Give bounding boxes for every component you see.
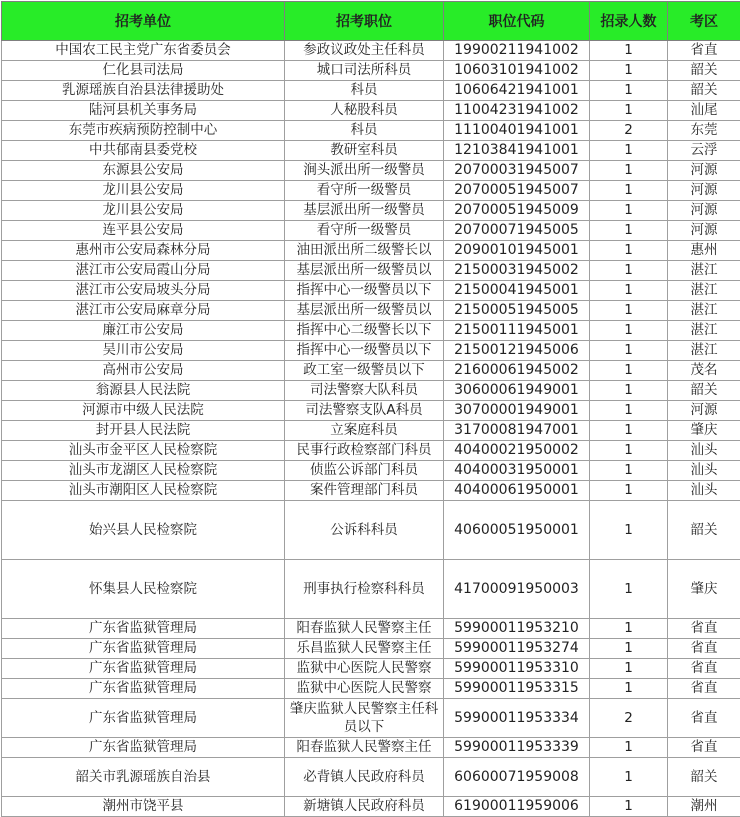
table-row [2, 41, 740, 61]
position-cell: 司法警察大队科员 [285, 381, 444, 401]
table-row [2, 361, 740, 381]
table-row [2, 401, 740, 421]
table-row [2, 758, 740, 797]
code-cell: 59900011953210 [444, 619, 590, 639]
unit-cell: 汕头市龙湖区人民检察院 [2, 461, 285, 481]
table-row [2, 381, 740, 401]
position-cell: 基层派出所一级警员以 [285, 301, 444, 321]
table-row [2, 341, 740, 361]
area-cell: 省直 [668, 699, 740, 738]
position-cell: 油田派出所二级警长以 [285, 241, 444, 261]
count-cell: 1 [590, 401, 668, 421]
table-row [2, 221, 740, 241]
code-cell: 20700071945005 [444, 221, 590, 241]
area-cell: 惠州 [668, 241, 740, 261]
position-cell: 指挥中心一级警员以下 [285, 341, 444, 361]
unit-cell: 廉江市公安局 [2, 321, 285, 341]
position-cell: 阳春监狱人民警察主任 [285, 738, 444, 758]
code-cell: 10603101941002 [444, 61, 590, 81]
area-cell: 潮州 [668, 797, 740, 817]
table-row [2, 501, 740, 560]
unit-cell: 乳源瑶族自治县法律援助处 [2, 81, 285, 101]
position-cell: 侦监公诉部门科员 [285, 461, 444, 481]
area-cell: 汕头 [668, 441, 740, 461]
code-cell: 40400021950002 [444, 441, 590, 461]
position-cell: 案件管理部门科员 [285, 481, 444, 501]
code-cell: 21500121945006 [444, 341, 590, 361]
code-cell: 30700001949001 [444, 401, 590, 421]
table-row [2, 281, 740, 301]
table-row [2, 321, 740, 341]
unit-cell: 吴川市公安局 [2, 341, 285, 361]
unit-cell: 始兴县人民检察院 [2, 501, 285, 560]
table-row [2, 261, 740, 281]
count-cell: 1 [590, 560, 668, 619]
header-unit: 招考单位 [2, 2, 285, 41]
count-cell: 1 [590, 261, 668, 281]
code-cell: 21500031945002 [444, 261, 590, 281]
count-cell: 1 [590, 441, 668, 461]
area-cell: 东莞 [668, 121, 740, 141]
code-cell: 20700031945007 [444, 161, 590, 181]
code-cell: 20900101945001 [444, 241, 590, 261]
position-cell: 涧头派出所一级警员 [285, 161, 444, 181]
code-cell: 21500111945001 [444, 321, 590, 341]
unit-cell: 怀集县人民检察院 [2, 560, 285, 619]
table-row [2, 461, 740, 481]
unit-cell: 广东省监狱管理局 [2, 699, 285, 738]
code-cell: 31700081947001 [444, 421, 590, 441]
code-cell: 61900011959006 [444, 797, 590, 817]
code-cell: 20700051945007 [444, 181, 590, 201]
area-cell: 汕尾 [668, 101, 740, 121]
position-cell: 指挥中心二级警长以下 [285, 321, 444, 341]
position-cell: 参政议政处主任科员 [285, 41, 444, 61]
area-cell: 肇庆 [668, 421, 740, 441]
count-cell: 1 [590, 797, 668, 817]
table-row [2, 181, 740, 201]
area-cell: 河源 [668, 181, 740, 201]
table-row [2, 699, 740, 738]
unit-cell: 东莞市疾病预防控制中心 [2, 121, 285, 141]
count-cell: 1 [590, 341, 668, 361]
table-row [2, 639, 740, 659]
table-row [2, 481, 740, 501]
recruitment-table [1, 1, 740, 817]
count-cell: 1 [590, 321, 668, 341]
code-cell: 11004231941002 [444, 101, 590, 121]
area-cell: 韶关 [668, 81, 740, 101]
unit-cell: 潮州市饶平县 [2, 797, 285, 817]
position-cell: 公诉科科员 [285, 501, 444, 560]
position-cell: 立案庭科员 [285, 421, 444, 441]
code-cell: 21500041945001 [444, 281, 590, 301]
count-cell: 1 [590, 619, 668, 639]
area-cell: 肇庆 [668, 560, 740, 619]
area-cell: 韶关 [668, 758, 740, 797]
unit-cell: 连平县公安局 [2, 221, 285, 241]
count-cell: 1 [590, 758, 668, 797]
code-cell: 19900211941002 [444, 41, 590, 61]
position-cell: 科员 [285, 121, 444, 141]
unit-cell: 汕头市潮阳区人民检察院 [2, 481, 285, 501]
count-cell: 1 [590, 41, 668, 61]
header-code: 职位代码 [444, 2, 590, 41]
position-cell: 监狱中心医院人民警察 [285, 679, 444, 699]
unit-cell: 龙川县公安局 [2, 181, 285, 201]
position-cell: 基层派出所一级警员以 [285, 261, 444, 281]
count-cell: 1 [590, 361, 668, 381]
table-row [2, 421, 740, 441]
area-cell: 湛江 [668, 341, 740, 361]
table-row [2, 241, 740, 261]
unit-cell: 汕头市金平区人民检察院 [2, 441, 285, 461]
count-cell: 2 [590, 121, 668, 141]
position-cell: 看守所一级警员 [285, 221, 444, 241]
position-cell: 看守所一级警员 [285, 181, 444, 201]
code-cell: 12103841941001 [444, 141, 590, 161]
code-cell: 21600061945002 [444, 361, 590, 381]
unit-cell: 中共郁南县委党校 [2, 141, 285, 161]
code-cell: 59900011953334 [444, 699, 590, 738]
count-cell: 1 [590, 679, 668, 699]
position-cell: 阳春监狱人民警察主任 [285, 619, 444, 639]
position-cell: 肇庆监狱人民警察主任科员以下 [285, 699, 444, 738]
table-row [2, 101, 740, 121]
unit-cell: 龙川县公安局 [2, 201, 285, 221]
position-cell: 新塘镇人民政府科员 [285, 797, 444, 817]
unit-cell: 陆河县机关事务局 [2, 101, 285, 121]
code-cell: 11100401941001 [444, 121, 590, 141]
count-cell: 1 [590, 381, 668, 401]
table-row [2, 301, 740, 321]
code-cell: 40400061950001 [444, 481, 590, 501]
position-cell: 指挥中心一级警员以下 [285, 281, 444, 301]
position-cell: 政工室一级警员以下 [285, 361, 444, 381]
unit-cell: 封开县人民法院 [2, 421, 285, 441]
count-cell: 1 [590, 461, 668, 481]
position-cell: 科员 [285, 81, 444, 101]
table-row [2, 738, 740, 758]
count-cell: 1 [590, 281, 668, 301]
unit-cell: 湛江市公安局麻章分局 [2, 301, 285, 321]
position-cell: 必背镇人民政府科员 [285, 758, 444, 797]
table-row [2, 81, 740, 101]
unit-cell: 高州市公安局 [2, 361, 285, 381]
count-cell: 2 [590, 699, 668, 738]
unit-cell: 广东省监狱管理局 [2, 738, 285, 758]
area-cell: 省直 [668, 619, 740, 639]
area-cell: 湛江 [668, 281, 740, 301]
unit-cell: 韶关市乳源瑶族自治县 [2, 758, 285, 797]
code-cell: 10606421941001 [444, 81, 590, 101]
header-area: 考区 [668, 2, 740, 41]
area-cell: 河源 [668, 401, 740, 421]
code-cell: 41700091950003 [444, 560, 590, 619]
area-cell: 韶关 [668, 381, 740, 401]
header-row [2, 2, 740, 41]
position-cell: 监狱中心医院人民警察 [285, 659, 444, 679]
unit-cell: 惠州市公安局森林分局 [2, 241, 285, 261]
area-cell: 湛江 [668, 301, 740, 321]
code-cell: 60600071959008 [444, 758, 590, 797]
count-cell: 1 [590, 421, 668, 441]
count-cell: 1 [590, 81, 668, 101]
area-cell: 云浮 [668, 141, 740, 161]
area-cell: 省直 [668, 738, 740, 758]
table-row [2, 121, 740, 141]
count-cell: 1 [590, 738, 668, 758]
table-row [2, 61, 740, 81]
area-cell: 汕头 [668, 481, 740, 501]
table-row [2, 679, 740, 699]
area-cell: 省直 [668, 41, 740, 61]
count-cell: 1 [590, 301, 668, 321]
area-cell: 省直 [668, 639, 740, 659]
code-cell: 20700051945009 [444, 201, 590, 221]
code-cell: 40400031950001 [444, 461, 590, 481]
position-cell: 教研室科员 [285, 141, 444, 161]
position-cell: 基层派出所一级警员 [285, 201, 444, 221]
position-cell: 乐昌监狱人民警察主任 [285, 639, 444, 659]
unit-cell: 河源市中级人民法院 [2, 401, 285, 421]
code-cell: 21500051945005 [444, 301, 590, 321]
unit-cell: 仁化县司法局 [2, 61, 285, 81]
table-row [2, 201, 740, 221]
unit-cell: 翁源县人民法院 [2, 381, 285, 401]
area-cell: 河源 [668, 161, 740, 181]
count-cell: 1 [590, 639, 668, 659]
count-cell: 1 [590, 201, 668, 221]
unit-cell: 广东省监狱管理局 [2, 619, 285, 639]
code-cell: 59900011953315 [444, 679, 590, 699]
code-cell: 59900011953310 [444, 659, 590, 679]
position-cell: 刑事执行检察科科员 [285, 560, 444, 619]
area-cell: 湛江 [668, 261, 740, 281]
table-row [2, 141, 740, 161]
area-cell: 省直 [668, 659, 740, 679]
unit-cell: 中国农工民主党广东省委员会 [2, 41, 285, 61]
table-row [2, 161, 740, 181]
area-cell: 韶关 [668, 501, 740, 560]
area-cell: 河源 [668, 201, 740, 221]
position-cell: 人秘股科员 [285, 101, 444, 121]
table-row [2, 659, 740, 679]
unit-cell: 湛江市公安局霞山分局 [2, 261, 285, 281]
table-row [2, 619, 740, 639]
unit-cell: 广东省监狱管理局 [2, 659, 285, 679]
area-cell: 湛江 [668, 321, 740, 341]
table-row [2, 560, 740, 619]
count-cell: 1 [590, 161, 668, 181]
area-cell: 茂名 [668, 361, 740, 381]
code-cell: 59900011953274 [444, 639, 590, 659]
code-cell: 59900011953339 [444, 738, 590, 758]
position-cell: 司法警察支队A科员 [285, 401, 444, 421]
count-cell: 1 [590, 101, 668, 121]
unit-cell: 湛江市公安局坡头分局 [2, 281, 285, 301]
area-cell: 省直 [668, 679, 740, 699]
header-count: 招录人数 [590, 2, 668, 41]
unit-cell: 广东省监狱管理局 [2, 679, 285, 699]
count-cell: 1 [590, 141, 668, 161]
count-cell: 1 [590, 481, 668, 501]
count-cell: 1 [590, 241, 668, 261]
area-cell: 韶关 [668, 61, 740, 81]
count-cell: 1 [590, 61, 668, 81]
header-position: 招考职位 [285, 2, 444, 41]
code-cell: 30600061949001 [444, 381, 590, 401]
area-cell: 河源 [668, 221, 740, 241]
unit-cell: 东源县公安局 [2, 161, 285, 181]
area-cell: 汕头 [668, 461, 740, 481]
position-cell: 城口司法所科员 [285, 61, 444, 81]
position-cell: 民事行政检察部门科员 [285, 441, 444, 461]
table-body [2, 41, 740, 817]
count-cell: 1 [590, 221, 668, 241]
count-cell: 1 [590, 659, 668, 679]
code-cell: 40600051950001 [444, 501, 590, 560]
count-cell: 1 [590, 501, 668, 560]
unit-cell: 广东省监狱管理局 [2, 639, 285, 659]
table-row [2, 797, 740, 817]
count-cell: 1 [590, 181, 668, 201]
table-row [2, 441, 740, 461]
